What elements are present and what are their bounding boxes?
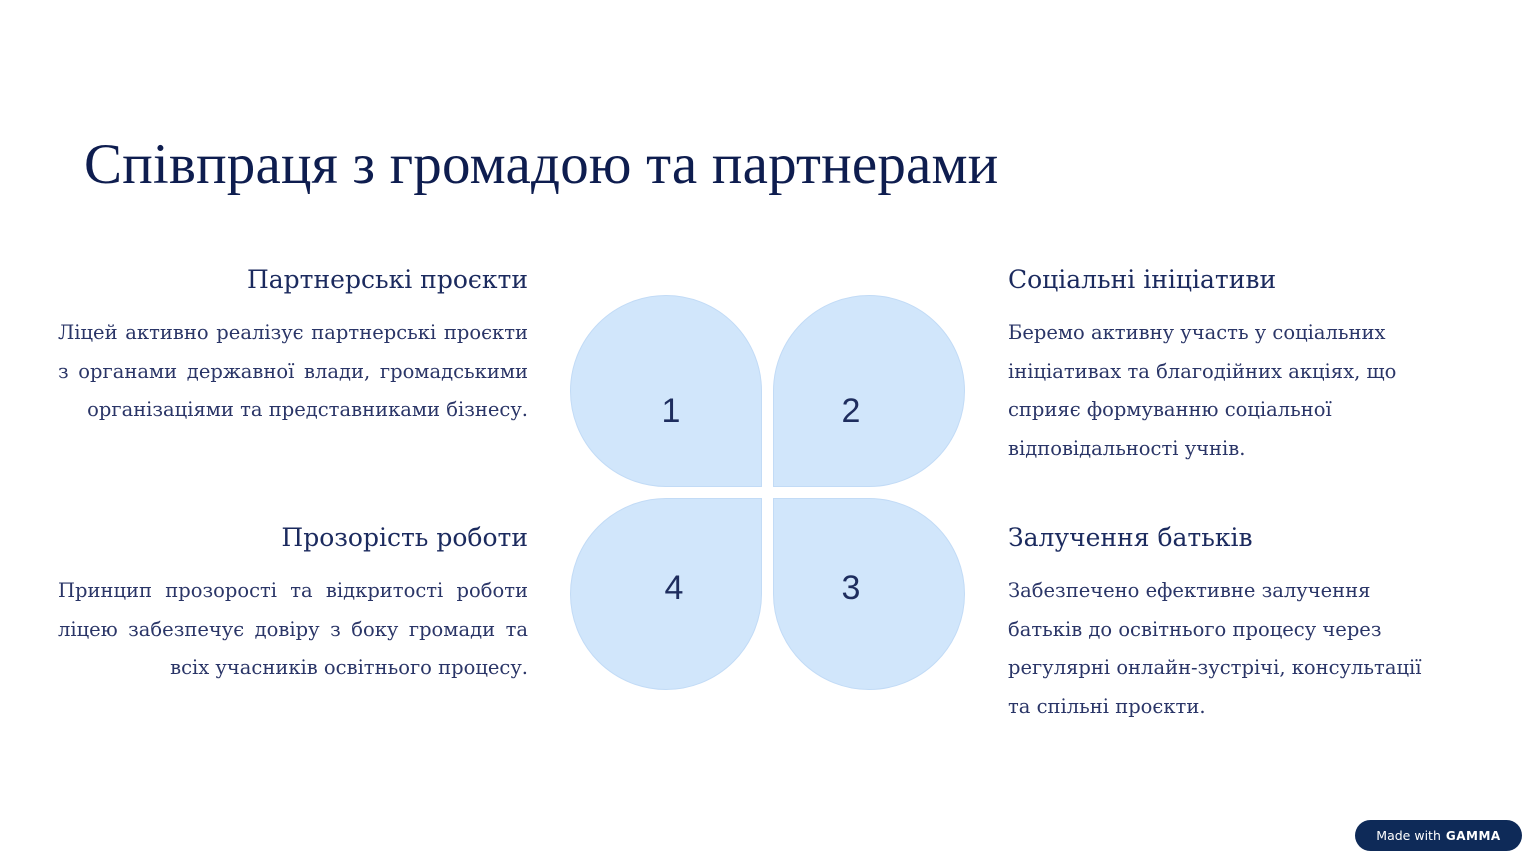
section-transparency bbox=[58, 522, 528, 688]
petal-number: 1 bbox=[661, 391, 681, 430]
section-heading: Прозорість роботи bbox=[281, 523, 528, 552]
section-partner-projects bbox=[58, 264, 528, 430]
petal-number: 3 bbox=[841, 568, 861, 607]
section-heading: Партнерські проєкти bbox=[246, 265, 528, 294]
section-social-initiatives bbox=[1008, 264, 1448, 468]
badge-prefix: Made with bbox=[1376, 828, 1441, 843]
petal-number: 2 bbox=[841, 391, 861, 430]
made-with-gamma-badge[interactable] bbox=[1355, 820, 1522, 851]
section-parent-involvement bbox=[1008, 522, 1448, 726]
section-heading: Соціальні ініціативи bbox=[1008, 265, 1277, 294]
petal-number: 4 bbox=[664, 568, 684, 607]
petal-1 bbox=[570, 295, 762, 487]
gamma-logo: GAMMA bbox=[1445, 828, 1501, 843]
section-heading: Залучення батьків bbox=[1008, 523, 1253, 552]
section-text: Ліцей активно реалізує партнерські проєкти з органами державної влади, громадськими організаціями та представниками бізнесу. bbox=[58, 321, 528, 421]
petal-4 bbox=[570, 498, 762, 690]
section-text: Беремо активну участь у соціальних ініціативах та благодійних акціях, що сприяє формуванню соціальної відповідальності учнів. bbox=[1008, 321, 1397, 460]
petal-3 bbox=[773, 498, 965, 690]
page-title: Співпраця з громадою та партнерами bbox=[84, 133, 999, 196]
section-text: Принцип прозорості та відкритості роботи ліцею забезпечує довіру з боку громади та всіх учасників освітнього процесу. bbox=[58, 579, 528, 679]
section-text: Забезпечено ефективне залучення батьків до освітнього процесу через регулярні онлайн-зустрічі, консультації та спільні проєкти. bbox=[1008, 579, 1422, 718]
petal-2 bbox=[773, 295, 965, 487]
